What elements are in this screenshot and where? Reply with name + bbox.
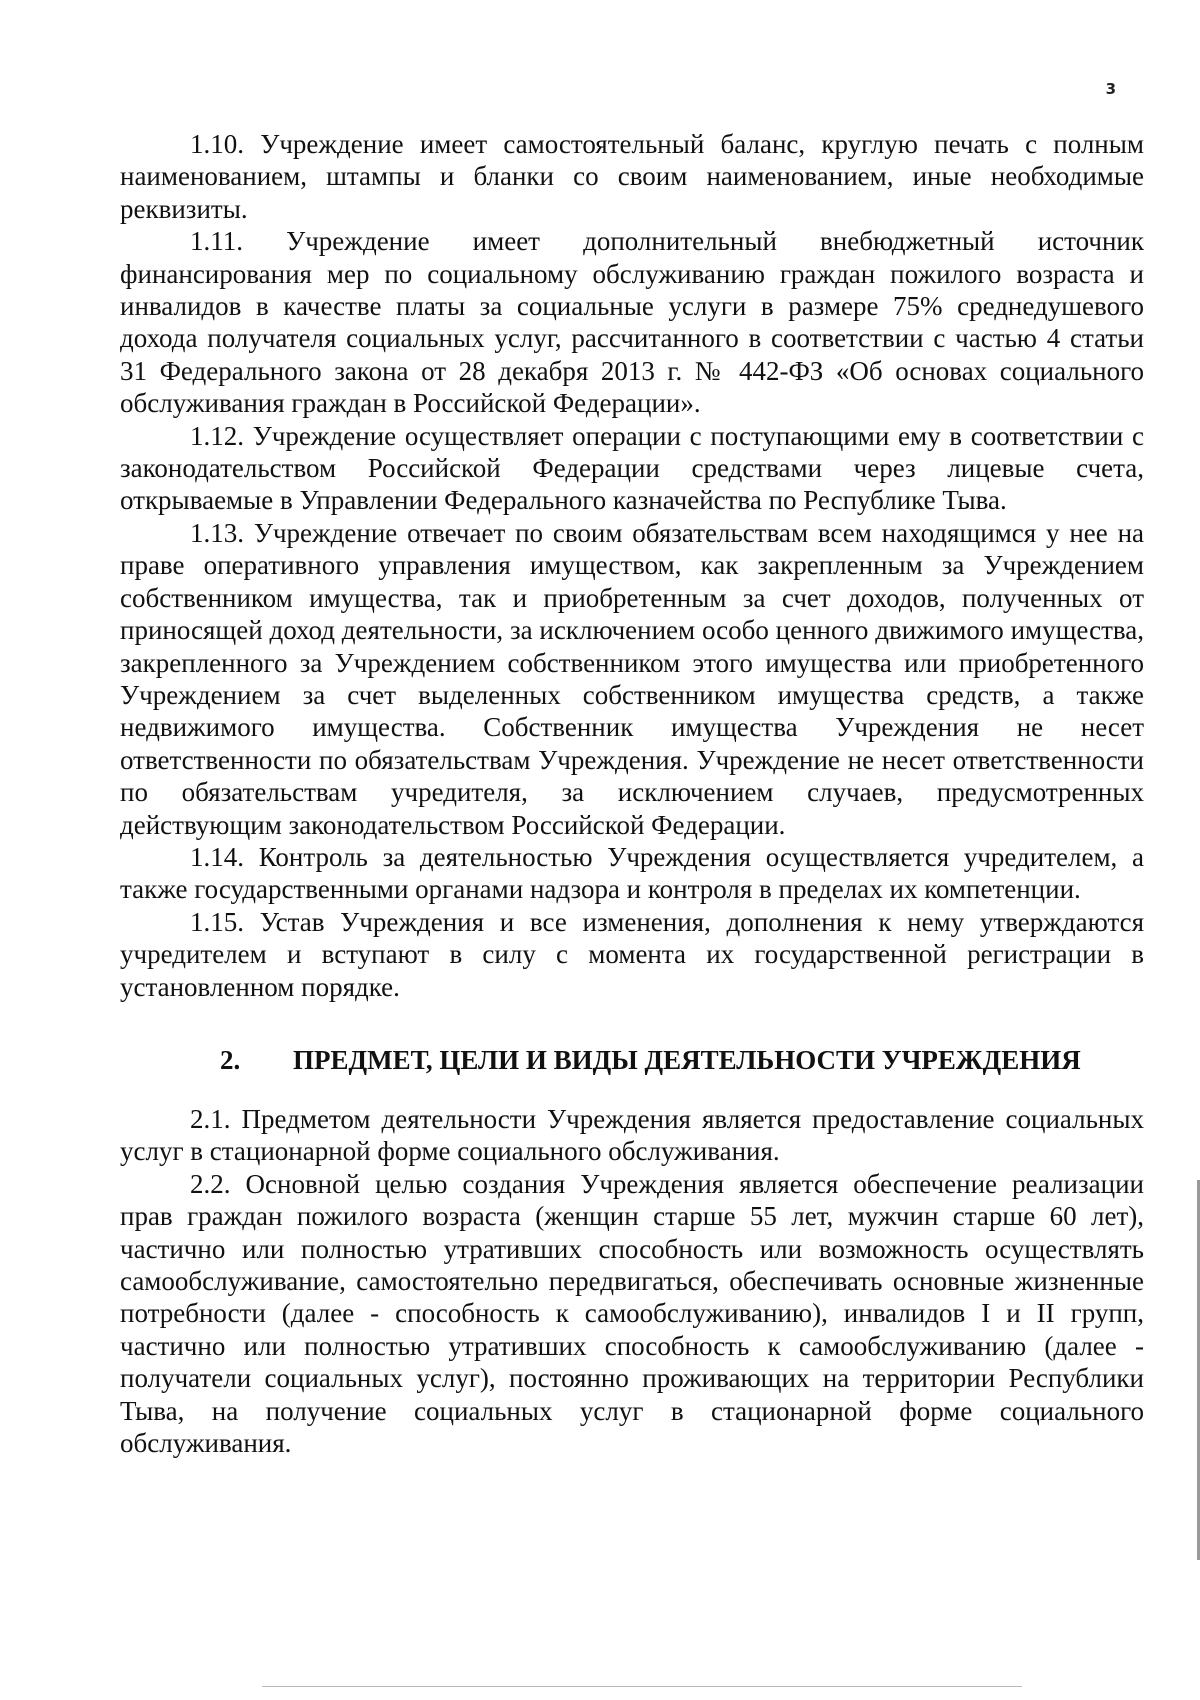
page-number: 3 <box>1105 80 1116 98</box>
paragraph-2-2: 2.2. Основной целью создания Учреждения является обеспечение реализации прав граждан пожилого возраста (женщин старше 55 лет, мужчин старше 60 лет), частично или полностью утративших способность или возможность осуществлять самообслуживание, самостоятельно передвигаться, обеспечивать основные жизненные потребности (далее - способность к самообслуживанию), инвалидов I и II групп, частично или полностью утративших способность к самообслуживанию (далее - получатели социальных услуг), постоянно проживающих на территории Республики Тыва, на получение социальных услуг в стационарной форме социального обслуживания. <box>120 1168 1144 1459</box>
paragraph-1-13: 1.13. Учреждение отвечает по своим обязательствам всем находящимся у нее на праве оперативного управления имуществом, как закрепленным за Учреждением собственником имущества, так и приобретенным за счет доходов, полученных от приносящей доход деятельности, за исключением особо ценного движимого имущества, закрепленного за Учреждением собственником этого имущества или приобретенного Учреждением за счет выделенных собственником имущества средств, а также недвижимого имущества. Собственник имущества Учреждения не несет ответственности по обязательствам Учреждения. Учреждение не несет ответственности по обязательствам учредителя, за исключением случаев, предусмотренных действующим законодательством Российской Федерации. <box>120 517 1144 840</box>
paragraph-1-12: 1.12. Учреждение осуществляет операции с поступающими ему в соответствии с законодательством Российской Федерации средствами через лицевые счета, открываемые в Управлении Федерального казначейства по Республике Тыва. <box>120 420 1144 516</box>
section-number: 2. <box>220 1044 241 1075</box>
section-heading <box>120 1043 1144 1077</box>
document-body <box>120 128 1144 1459</box>
section-title: ПРЕДМЕТ, ЦЕЛИ И ВИДЫ ДЕЯТЕЛЬНОСТИ УЧРЕЖДЕНИЯ <box>293 1044 1081 1075</box>
paragraph-1-14: 1.14. Контроль за деятельностью Учреждения осуществляется учредителем, а также государственными органами надзора и контроля в пределах их компетенции. <box>120 841 1144 905</box>
paragraph-1-10: 1.10. Учреждение имеет самостоятельный баланс, круглую печать с полным наименованием, штампы и бланки со своим наименованием, иные необходимые реквизиты. <box>120 129 1144 224</box>
paragraph-2-1: 2.1. Предметом деятельности Учреждения является предоставление социальных услуг в стационарной форме социального обслуживания. <box>120 1103 1144 1167</box>
scan-artifact-line <box>262 1686 1022 1687</box>
paragraph-1-15: 1.15. Устав Учреждения и все изменения, дополнения к нему утверждаются учредителем и вступают в силу с момента их государственной регистрации в установленном порядке. <box>120 906 1144 1002</box>
paragraph-1-11: 1.11. Учреждение имеет дополнительный внебюджетный источник финансирования мер по социальному обслуживанию граждан пожилого возраста и инвалидов в качестве платы за социальные услуги в размере 75% среднедушевого дохода получателя социальных услуг, рассчитанного в соответствии с частью 4 статьи 31 Федерального закона от 28 декабря 2013 г. № 442-ФЗ «Об основах социального обслуживания граждан в Российской Федерации». <box>120 226 1144 419</box>
